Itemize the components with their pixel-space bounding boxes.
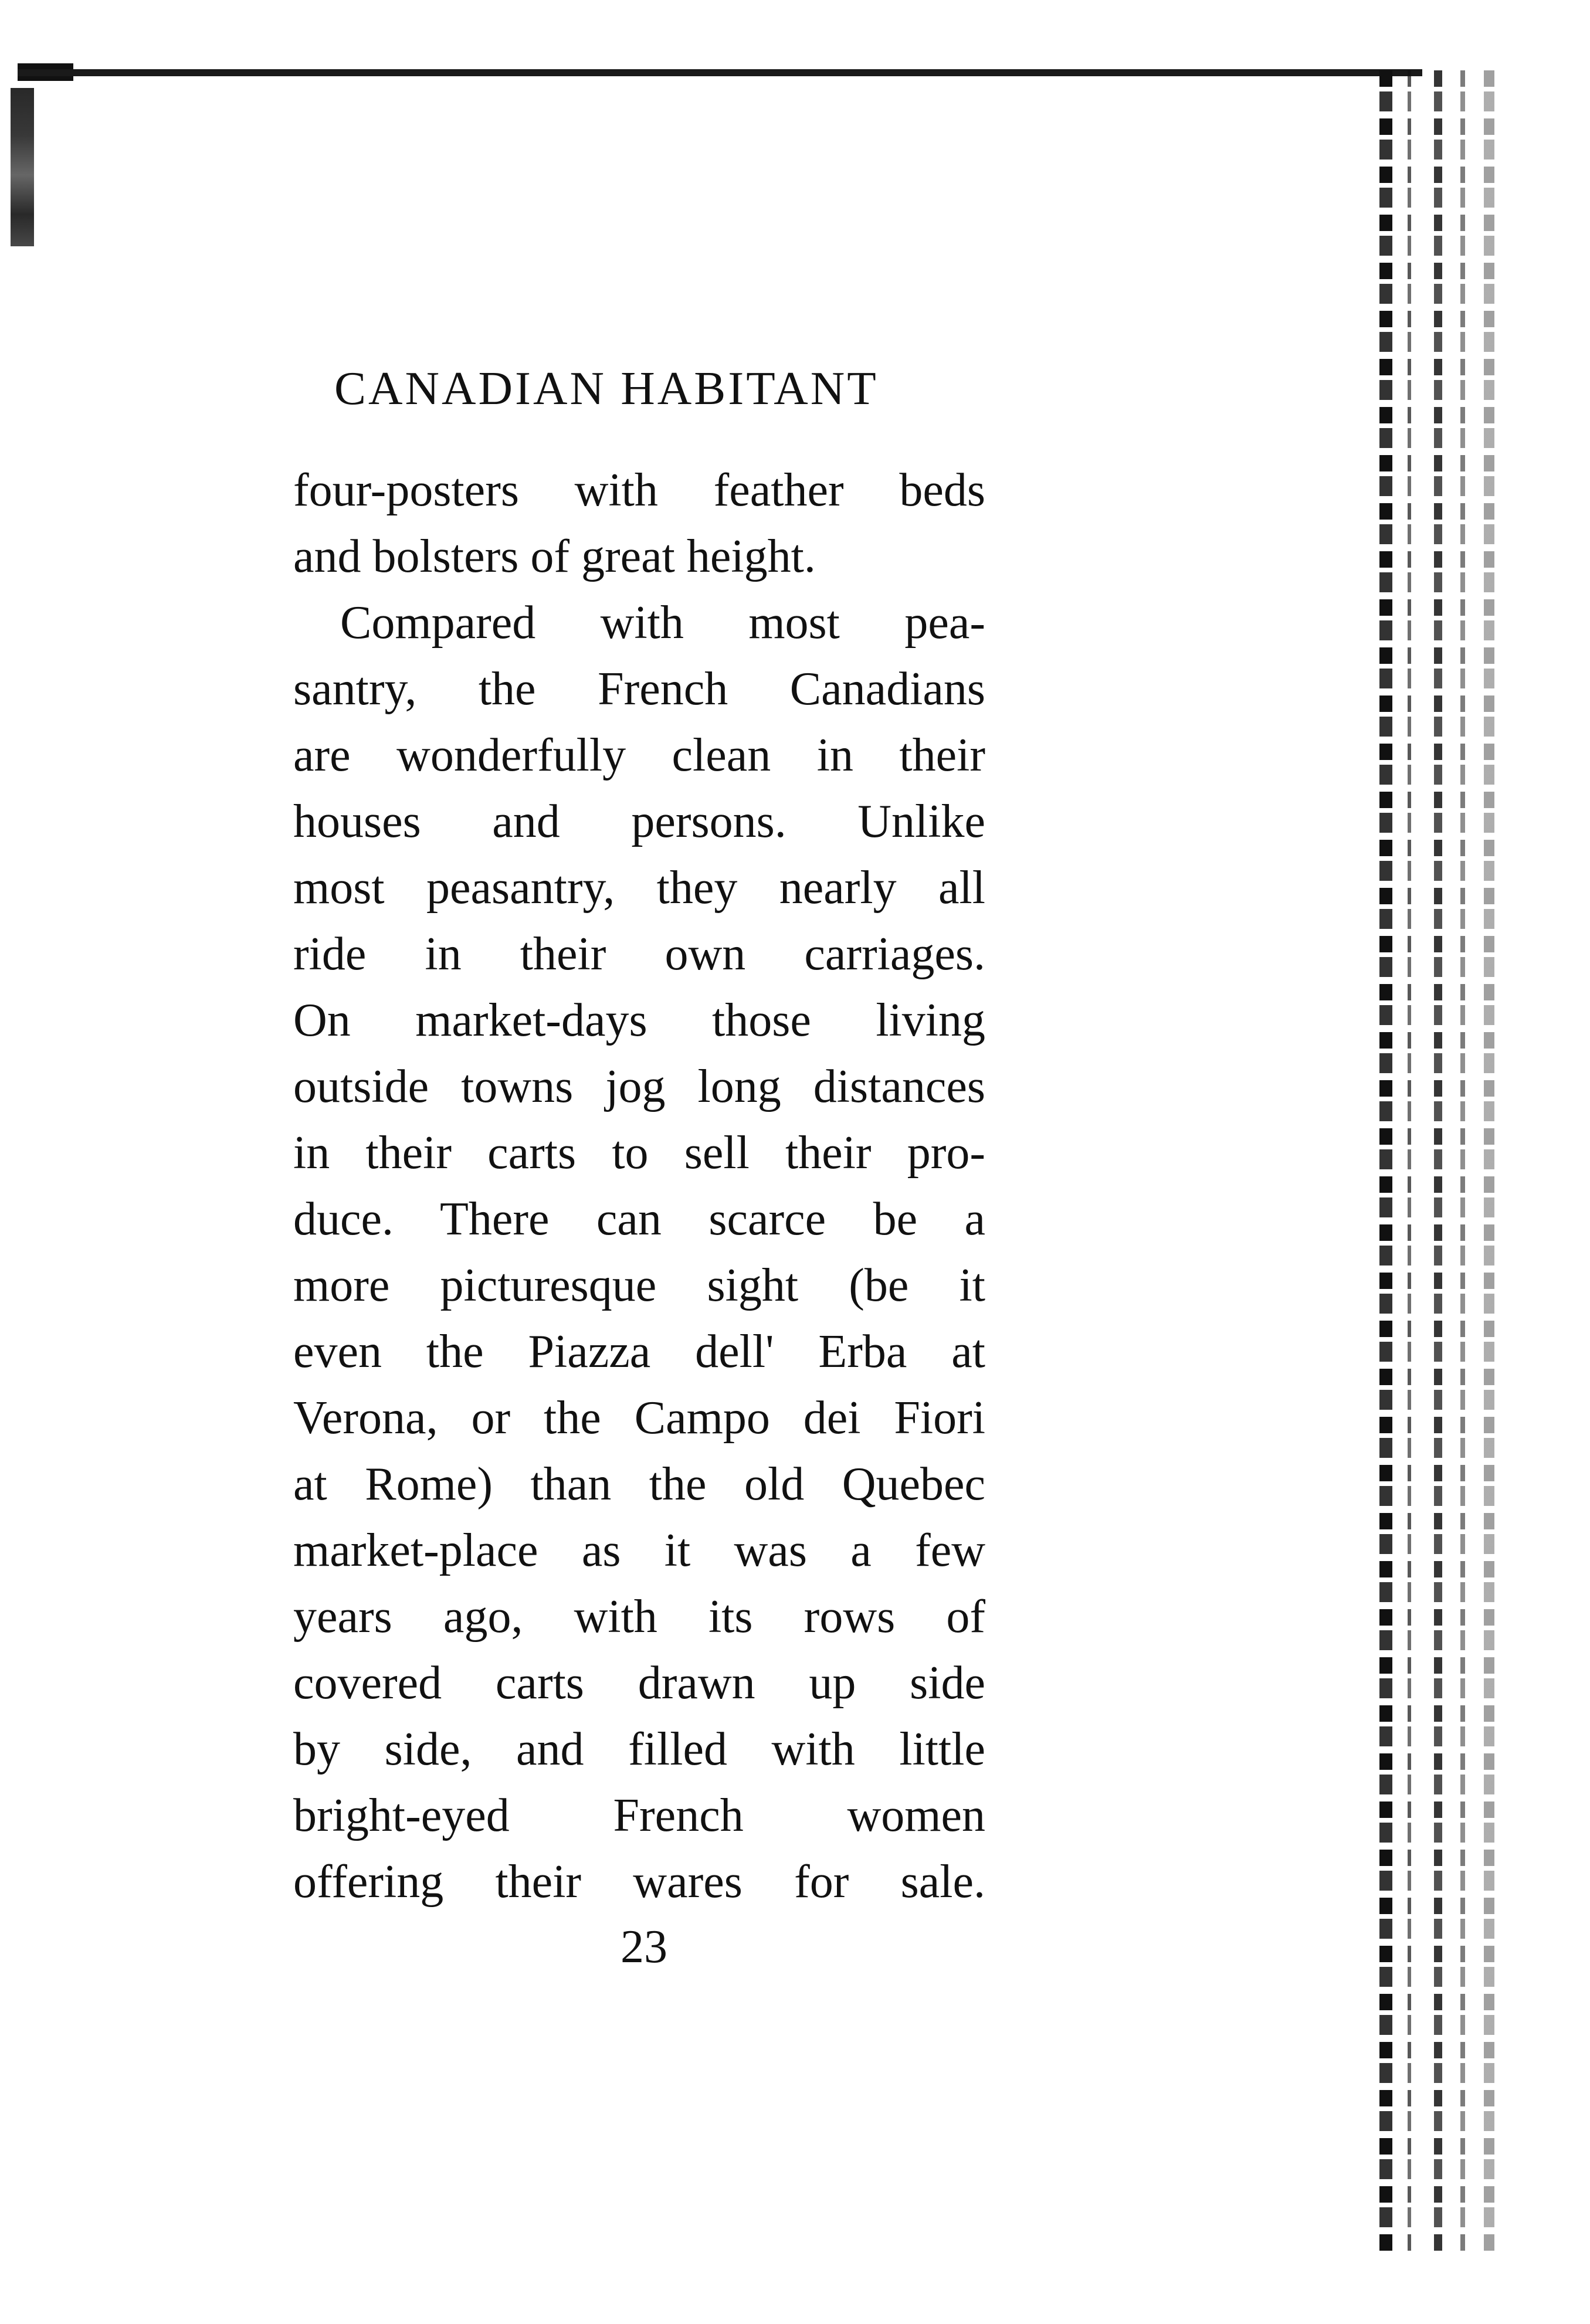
scan-border-right: [1372, 70, 1519, 2252]
text-line: houses and persons. Unlike: [293, 796, 985, 847]
text-line: more picturesque sight (be it: [293, 1260, 985, 1311]
scan-border-top: [18, 69, 1422, 76]
body-text: [293, 457, 985, 1915]
scan-edge-stripe: [1434, 70, 1442, 2252]
scan-edge-stripe: [1408, 70, 1411, 2252]
text-line: santry, the French Canadians: [293, 663, 985, 715]
text-line: years ago, with its rows of: [293, 1591, 985, 1643]
scan-edge-stripe: [1379, 70, 1392, 2252]
text-line: and bolsters of great height.: [293, 531, 816, 582]
text-line: Verona, or the Campo dei Fiori: [293, 1392, 985, 1444]
text-line: are wonderfully clean in their: [293, 730, 985, 781]
text-line: covered carts drawn up side: [293, 1657, 985, 1709]
text-line: in their carts to sell their pro-: [293, 1127, 985, 1179]
scan-edge-stripe: [1460, 70, 1465, 2252]
scan-edge-mark-left: [11, 88, 34, 246]
running-head: CANADIAN HABITANT: [334, 362, 879, 415]
text-line: ride in their own carriages.: [293, 928, 985, 980]
text-line: four-posters with feather beds: [293, 464, 985, 516]
text-line: bright-eyed French women: [293, 1790, 985, 1841]
text-line: offering their wares for sale.: [293, 1856, 985, 1908]
text-line: by side, and filled with little: [293, 1724, 985, 1775]
text-line: outside towns jog long distances: [293, 1061, 985, 1112]
text-line: most peasantry, they nearly all: [293, 862, 985, 914]
text-line: at Rome) than the old Quebec: [293, 1458, 985, 1510]
text-line: even the Piazza dell' Erba at: [293, 1326, 985, 1378]
page-number: 23: [621, 1921, 667, 1973]
text-line: On market-days those living: [293, 995, 985, 1046]
scan-edge-stripe: [1484, 70, 1494, 2252]
text-line: Compared with most pea-: [340, 597, 985, 649]
text-line: duce. There can scarce be a: [293, 1193, 985, 1245]
text-line: market-place as it was a few: [293, 1525, 985, 1576]
